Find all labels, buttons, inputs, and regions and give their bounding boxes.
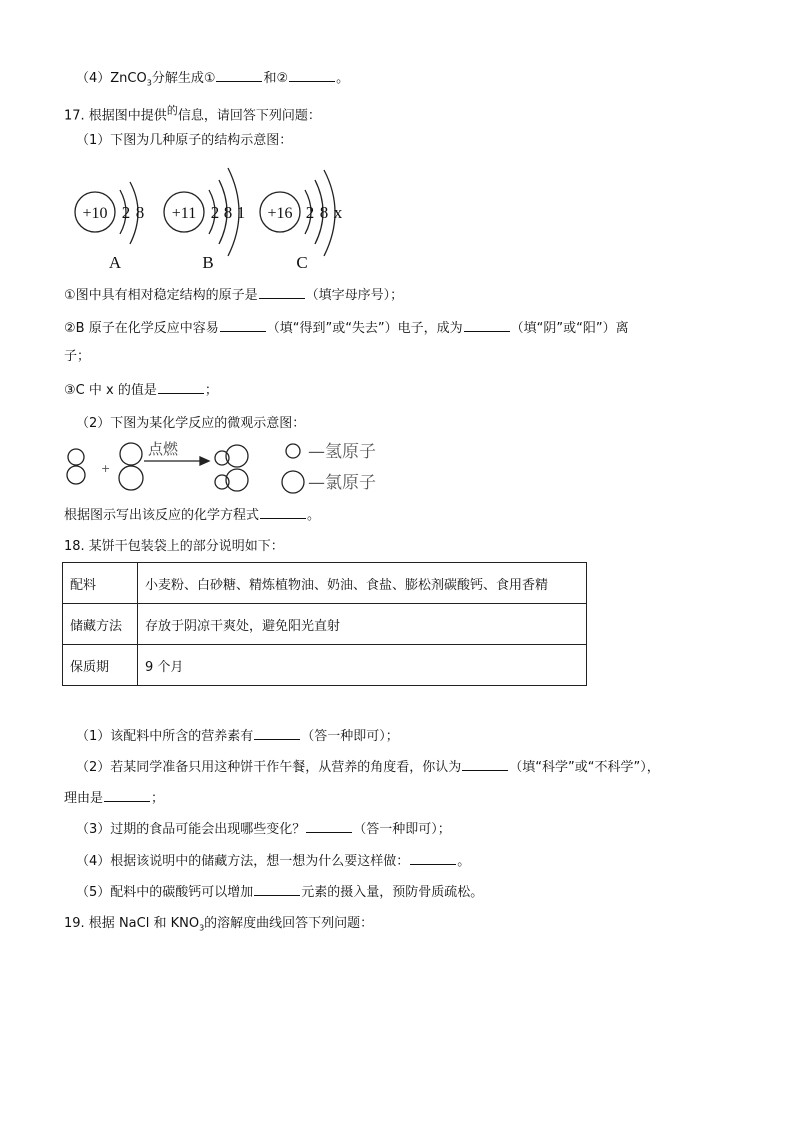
svg-text:B: B <box>202 253 214 272</box>
svg-text:+10: +10 <box>82 205 108 222</box>
q17-part2: （2）下图为某化学反应的微观示意图： <box>76 416 306 431</box>
q17-sub2: ②B 原子在化学反应中容易 （填“得到”或“失去”）电子，成为 （填“阴”或“阳”）离 <box>64 321 629 336</box>
q18-part2-cont: 理由是 ； <box>64 791 165 806</box>
svg-text:8: 8 <box>319 203 329 222</box>
svg-text:点燃: 点燃 <box>148 440 179 458</box>
svg-text:2: 2 <box>210 203 220 222</box>
svg-text:1: 1 <box>236 203 246 222</box>
svg-text:—氢原子: —氢原子 <box>308 442 376 462</box>
answer-blank[interactable] <box>289 69 335 82</box>
q17-sub3: ③C 中 x 的值是 ； <box>64 383 218 398</box>
svg-text:+16: +16 <box>267 205 293 222</box>
q18-part1: （1）该配料中所含的营养素有 （答一种即可）； <box>76 729 399 744</box>
q16-part4: （4）ZnCO$_3$分解生成① 和② 。 <box>76 71 350 88</box>
table-cell: 储藏方法 <box>63 604 138 645</box>
answer-blank[interactable] <box>259 286 305 299</box>
answer-blank[interactable] <box>410 852 456 865</box>
table-row <box>63 563 587 604</box>
table-cell: 小麦粉、白砂糖、精炼植物油、奶油、食盐、膨松剂碳酸钙、食用香精 <box>138 563 587 604</box>
atom-structure-diagram <box>70 160 370 275</box>
svg-text:C: C <box>296 253 308 272</box>
table-cell: 保质期 <box>63 645 138 686</box>
reaction-diagram <box>64 438 404 498</box>
svg-text:x: x <box>333 203 343 222</box>
q18-part2: （2）若某同学准备只用这种饼干作午餐，从营养的角度看，你认为 （填“科学”或“不科学”）， <box>76 760 660 775</box>
svg-text:2: 2 <box>305 203 315 222</box>
q18-part4: （4）根据该说明中的储藏方法，想一想为什么要这样做： 。 <box>76 854 471 869</box>
atom-A <box>75 182 144 272</box>
answer-blank[interactable] <box>216 69 262 82</box>
svg-text:8: 8 <box>135 203 145 222</box>
q17-sub4: 根据图示写出该反应的化学方程式 。 <box>64 508 321 523</box>
answer-blank[interactable] <box>260 506 306 519</box>
q19-title: 19. 根据 NaCl 和 $KNO_3$的溶解度曲线回答下列问题： <box>64 916 374 933</box>
answer-blank[interactable] <box>220 319 266 332</box>
q17-sub1: ①图中具有相对稳定结构的原子是 （填字母序号）； <box>64 288 404 303</box>
ingredients-table <box>62 562 587 686</box>
q17-title: 17. 根据图中提供$^的$信息，请回答下列问题： <box>64 104 321 124</box>
answer-blank[interactable] <box>306 820 352 833</box>
q17-sub2-cont: 子； <box>64 349 91 364</box>
svg-text:+: + <box>101 462 111 475</box>
answer-blank[interactable] <box>104 789 150 802</box>
svg-text:+11: +11 <box>171 205 197 222</box>
atom-B <box>164 168 245 272</box>
svg-text:8: 8 <box>223 203 233 222</box>
q18-title: 18. 某饼干包装袋上的部分说明如下： <box>64 539 284 554</box>
table-cell: 9 个月 <box>138 645 587 686</box>
q18-part3: （3）过期的食品可能会出现哪些变化？ （答一种即可）； <box>76 822 451 837</box>
answer-blank[interactable] <box>464 319 510 332</box>
answer-blank[interactable] <box>254 883 300 896</box>
svg-text:—氯原子: —氯原子 <box>308 473 376 493</box>
q17-part1: （1）下图为几种原子的结构示意图： <box>76 133 293 148</box>
table-row <box>63 645 587 686</box>
atom-C <box>260 170 343 272</box>
answer-blank[interactable] <box>254 727 300 740</box>
svg-text:A: A <box>108 253 122 272</box>
answer-blank[interactable] <box>158 381 204 394</box>
table-cell: 配料 <box>63 563 138 604</box>
svg-text:2: 2 <box>121 203 131 222</box>
answer-blank[interactable] <box>462 758 508 771</box>
table-row <box>63 604 587 645</box>
q18-part5: （5）配料中的碳酸钙可以增加 元素的摄入量，预防骨质疏松。 <box>76 885 484 900</box>
table-cell: 存放于阴凉干爽处，避免阳光直射 <box>138 604 587 645</box>
